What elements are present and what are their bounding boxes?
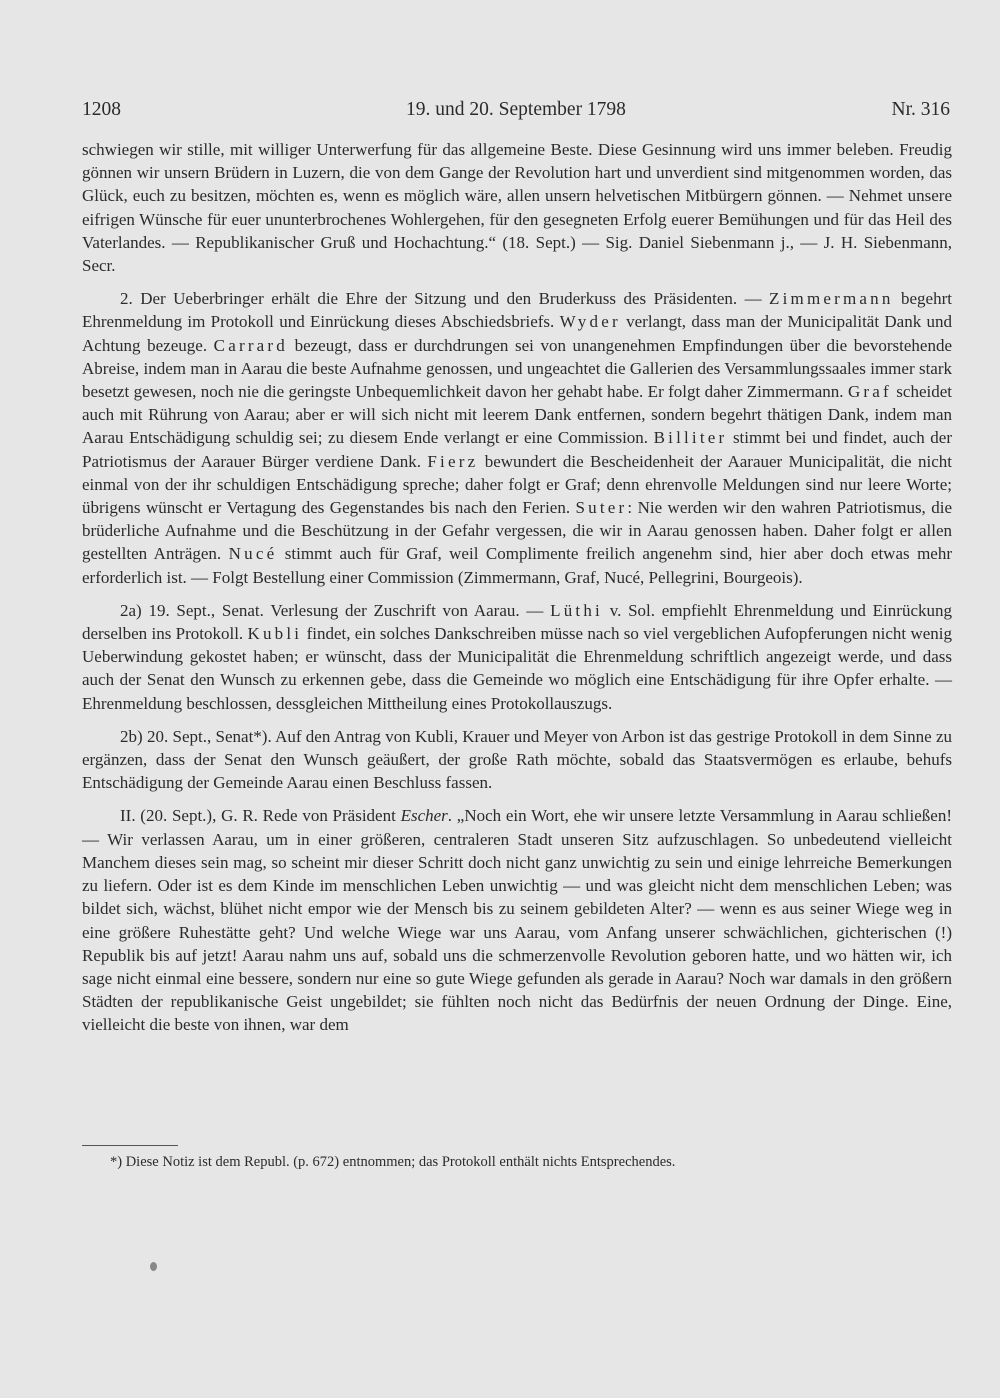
speaker-name: Kubli — [247, 624, 303, 644]
document-number: Nr. 316 — [891, 99, 950, 120]
body-text — [82, 138, 952, 1037]
speaker-name: Billiter — [653, 428, 728, 448]
footnote-divider — [82, 1145, 178, 1146]
paragraph-2: 2. Der Ueberbringer erhält die Ehre der Sitzung und den Bruderkuss des Präsidenten. — Zimmermann begehrt Ehrenmeldung im Protokoll und Einrückung dieses Abschiedsbriefs. Wyder verlangt, dass man der Municipalität Dank und Achtung bezeuge. Carrard bezeugt, dass er durchdrungen sei von unangenehmen Empfindungen über die bevorstehende Abreise, indem man in Aarau die beste Aufnahme genossen, und ungeachtet die Gallerien des Versammlungssaales immer stark besetzt gewesen, noch nie die geringste Unbequemlichkeit davon her gehabt habe. Er folgt daher Zimmermann. Graf scheidet auch mit Rührung von Aarau; aber er will sich nicht mit leerem Dank entfernen, sondern begehrt thätigen Dank, indem man Aarau Entschädigung schuldig sei; zu diesem Ende verlangt er eine Commission. Billiter stimmt bei und findet, auch der Patriotismus der Aarauer Bürger verdiene Dank. Fierz bewundert die Bescheidenheit der Aarauer Municipalität, die nicht einmal von der ihr schuldigen Entschädigung spreche; daher folgt er Graf; denn ehrenvolle Meldungen sind nur leere Worte; übrigens wünscht er Vertagung des Gegenstandes bis nach den Ferien. Suter: Nie werden wir den wahren Patriotismus, die brüderliche Aufnahme und die Beschützung in der Gefahr vergessen, die wir in Aarau genossen haben. Daher folgt er allen gestellten Anträgen. Nucé stimmt auch für Graf, weil Complimente freilich angenehm sind, hier aber doch etwas mehr erforderlich ist. — Folgt Bestellung einer Commission (Zimmermann, Graf, Nucé, Pellegrini, Bourgeois). — [82, 289, 953, 587]
paragraph-2b: 2b) 20. Sept., Senat*). Auf den Antrag von Kubli, Krauer und Meyer von Arbon ist das gestrige Protokoll in dem Sinne zu ergänzen, dass der Senat den Wunsch geäußert, der große Rath möchte, sobald das Staatsvermögen es erlaube, behufs Entschädigung der Gemeinde Aarau einen Beschluss fassen. — [82, 726, 952, 793]
speaker-name: Nucé — [228, 544, 278, 564]
speaker-name: Carrard — [213, 335, 288, 355]
speaker-name: Fierz — [427, 451, 479, 471]
footnote: *) Diese Notiz ist dem Republ. (p. 672) entnommen; das Protokoll enthält nichts Entsprechendes. — [110, 1154, 676, 1170]
speaker-name: Lüthi — [550, 600, 603, 620]
speaker-name: Wyder — [559, 312, 621, 332]
page-header — [82, 99, 950, 125]
speaker-name: Graf — [847, 382, 892, 402]
speaker-name: Escher — [400, 806, 448, 826]
paragraph-letter-end: schwiegen wir stille, mit williger Unterwerfung für das allgemeine Beste. Diese Gesinnung wird uns immer beleben. Freudig gönnen wir unsern Brüdern in Luzern, die von dem Gange der Revolution hart und unverdient sind mitgenommen worden, das Glück, euch zu besitzen, möchten es, wenn es möglich wäre, allen unsern helvetischen Mitbürgern gönnen. — Nehmet unsere eifrigen Wünsche für euer ununterbrochenes Wohlergehen, für den gesegneten Erfolg euerer Bemühungen und für das Heil des Vaterlandes. — Republikanischer Gruß und Hochachtung.“ (18. Sept.) — Sig. Daniel Siebenmann j., — J. H. Siebenmann, Secr. — [82, 140, 952, 276]
paragraph-II: II. (20. Sept.), G. R. Rede von Präsident Escher. „Noch ein Wort, ehe wir unsere letzte Versammlung in Aarau schließen! — Wir verlassen Aarau, um in einer größeren, centraleren Stadt unseren Sitz aufzuschlagen. So unbedeutend vielleicht Manchem dieses sein mag, so scheint mir dieser Schritt doch nicht ganz unwichtig zu sein und einige lehrreiche Bemerkungen zu liefern. Oder ist es dem Kinde im menschlichen Leben unwichtig — und was gleicht nicht dem menschlichen Leben; was bildet sich, wächst, blühet nicht empor wie der Mensch bis zu seinem gebildeten Alter? — wenn es aus seiner Wiege weg in eine größere Ruhestätte geht? Und welche Wiege war uns Aarau, vom Anfang unserer schwächlichen, gichterischen (!) Republik bis auf jetzt! Aarau nahm uns auf, sobald uns die schmerzenvolle Revolution geboren hatte, und wo hätten wir, ich sage nicht einmal eine bessere, sondern nur eine so gute Wiege gefunden als gerade in Aarau? Noch war damals in den größern Städten der republikanische Geist ungebildet; sie fühlten noch nicht das Bedürfnis der neuen Ordnung der Dinge. Eine, vielleicht die beste von ihnen, war dem — [82, 806, 953, 1035]
page-number: 1208 — [82, 99, 121, 120]
running-title: 19. und 20. September 1798 — [406, 99, 626, 120]
ink-spot — [150, 1262, 157, 1271]
speaker-name: Zimmermann — [769, 289, 894, 309]
paragraph-2a: 2a) 19. Sept., Senat. Verlesung der Zuschrift von Aarau. — Lüthi v. Sol. empfiehlt Ehrenmeldung und Einrückung derselben ins Protokoll. Kubli findet, ein solches Dankschreiben müsse nach so viel vergeblichen Aufopferungen nicht wenig Ueberwindung gekostet haben; er wünscht, dass der Municipalität die Ehrenmeldung schriftlich angezeigt werde, und dass auch der Senat den Wunsch zu erkennen gebe, dass die Gemeinde wo möglich eine Entschädigung für ihre Opfer erhalte. — Ehrenmeldung beschlossen, dessgleichen Mittheilung eines Protokollauszugs. — [82, 600, 952, 713]
speaker-name: Suter — [575, 498, 628, 518]
